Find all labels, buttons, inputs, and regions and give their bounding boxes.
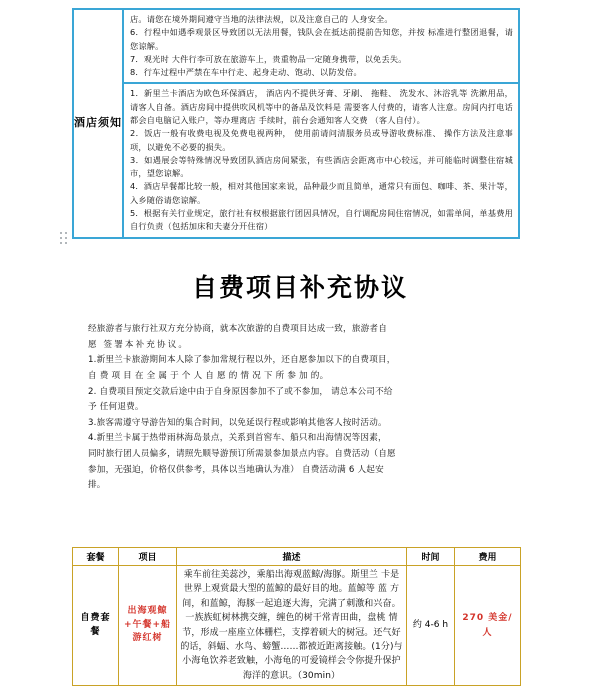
body-paragraph: 2. 自费项目预定交款后途中由于自身原因参加不了或不参加， 请总本公司不给 bbox=[88, 386, 393, 397]
notice-line: 8．行车过程中严禁在车中行走、起身走动、饱动、以防发倍。 bbox=[130, 67, 362, 78]
body-paragraph: 排。 bbox=[88, 480, 106, 491]
body-paragraph: 1.新里兰卡旅游期间本人除了参加常规行程以外，还自愿参加以下的自费项目， bbox=[88, 355, 396, 366]
notice-label-cell: 酒店须知 bbox=[74, 10, 124, 237]
column-header-time: 时间 bbox=[407, 548, 455, 566]
table-row bbox=[73, 566, 521, 686]
agreement-body bbox=[88, 322, 512, 494]
notice-line: 3．如遇展会等特殊情况导致团队酒店房间紧张，有些酒店会距离市中心较远，并可能临时调整住宿城市，望您谅解。 bbox=[130, 154, 513, 179]
body-paragraph: 予 任何退费。 bbox=[88, 402, 144, 413]
cell-package: 自费套餐 bbox=[73, 566, 119, 686]
notice-line: 7．观光时 大件行李可放在旅游车上，贵重物品一定随身携带，以免丢失。 bbox=[130, 53, 407, 64]
body-paragraph: 同时旅行团人员偏多，请照先顺导游预订所需景参加景点内容。自费活动（自愿 bbox=[88, 449, 396, 460]
cell-time: 约 4-6 h bbox=[407, 566, 455, 686]
notice-block-hotel bbox=[124, 82, 518, 236]
table-drag-handle-icon[interactable] bbox=[60, 232, 69, 246]
notice-line: 店。请您在境外期间遵守当地的法律法规，以及注意自己的 人身安全。 bbox=[130, 14, 393, 24]
notice-content-cell bbox=[124, 10, 518, 237]
hotel-notice-table bbox=[72, 8, 520, 239]
cell-description: 乘车前往美蕊沙，乘船出海观蓝鲸/海豚。斯里兰 卡是世界上观赏最大型的蓝鲸的最好目的地。蓝鲸等 蓝 方间，和蓝鲸，海豚一起追逐大海，完满了刺激和兴奋。一族族虹树林携交缠，缠色的树干常青田曲，盘桃 情节，形成一座座立体栅栏，支撑着硕大的树冠。还气好的话，斜蝠、水鸟、螃蟹……都被近距离接触。(1分)与小海龟饮养老致触，小海龟的可爱镜样会令你提升保护海洋的意识。（30min） bbox=[177, 566, 407, 686]
body-paragraph: 自 费 项 目 在 全 属 于 个 人 自 愿 的 情 况 下 所 参 加 的。 bbox=[88, 370, 329, 381]
column-header-description: 描述 bbox=[177, 548, 407, 566]
notice-line: 2．饭店一般有收费电视及免费电视两种， 使用前请问清服务员或导游收费标准、 操作方法及注意事项，以避免不必要的损失。 bbox=[130, 128, 513, 152]
cell-price: 270 美金/人 bbox=[455, 566, 521, 686]
body-paragraph: 4.新里兰卡属于热带雨林海岛景点，关系到首窖车、船只和出海情况等因素， bbox=[88, 433, 387, 444]
column-header-item: 项目 bbox=[119, 548, 177, 566]
notice-line: 1．新里兰卡酒店为欧色环保酒店， 酒店内不提供牙膏、牙刷、 拖鞋、 洗发水、沐浴乳等 洗漱用品，请客人自备。酒店房间中提供吹风机等中的备品及饮料是 需要客人付费的，请客人注意。房间内打电话都会自电脑记入账户，等办理离店 手续时，前台会通知客人交费 （客人自付）。 bbox=[130, 88, 513, 125]
column-header-price: 费用 bbox=[455, 548, 521, 566]
self-paid-package-table bbox=[72, 547, 521, 686]
notice-block-top bbox=[124, 10, 518, 82]
notice-line: 6．行程中如遇季观景区导致团以无法用餐，钱队会在抵达前提前告知您，并按 标准进行整团退餐，请您谅解。 bbox=[130, 27, 513, 51]
body-paragraph: 参加，无强迫，价格仅供参考，具体以当地确认为准） 自费活动满 6 人起安 bbox=[88, 464, 384, 475]
cell-item: 出海观鲸+午餐+船游红树 bbox=[119, 566, 177, 686]
body-paragraph: 经旅游者与旅行社双方充分协商，就本次旅游的自费项目达成一致，旅游者自 bbox=[88, 324, 387, 334]
page-title: 自费项目补充协议 bbox=[191, 273, 408, 302]
column-header-package: 套餐 bbox=[73, 548, 119, 566]
table-header-row bbox=[73, 548, 521, 566]
notice-line: 5．根据有关行业规定，旅行社有权根据旅行团因具情况，自行调配房间住宿情况，如需单间，单基费用自行负责（包括加床和夫妻分开住宿） bbox=[130, 207, 513, 232]
body-paragraph: 愿 签署本补充协议。 bbox=[88, 339, 190, 350]
body-paragraph: 3.旅客需遵守导游告知的集合时间，以免延误行程或影响其他客人按时活动。 bbox=[88, 417, 387, 428]
notice-line: 4．酒店早餐都比较一般，相对其他国家来说，品种最少而且简单，通常只有面包、咖啡、茶、果汁等，入乡随俗请您谅解。 bbox=[130, 181, 513, 205]
